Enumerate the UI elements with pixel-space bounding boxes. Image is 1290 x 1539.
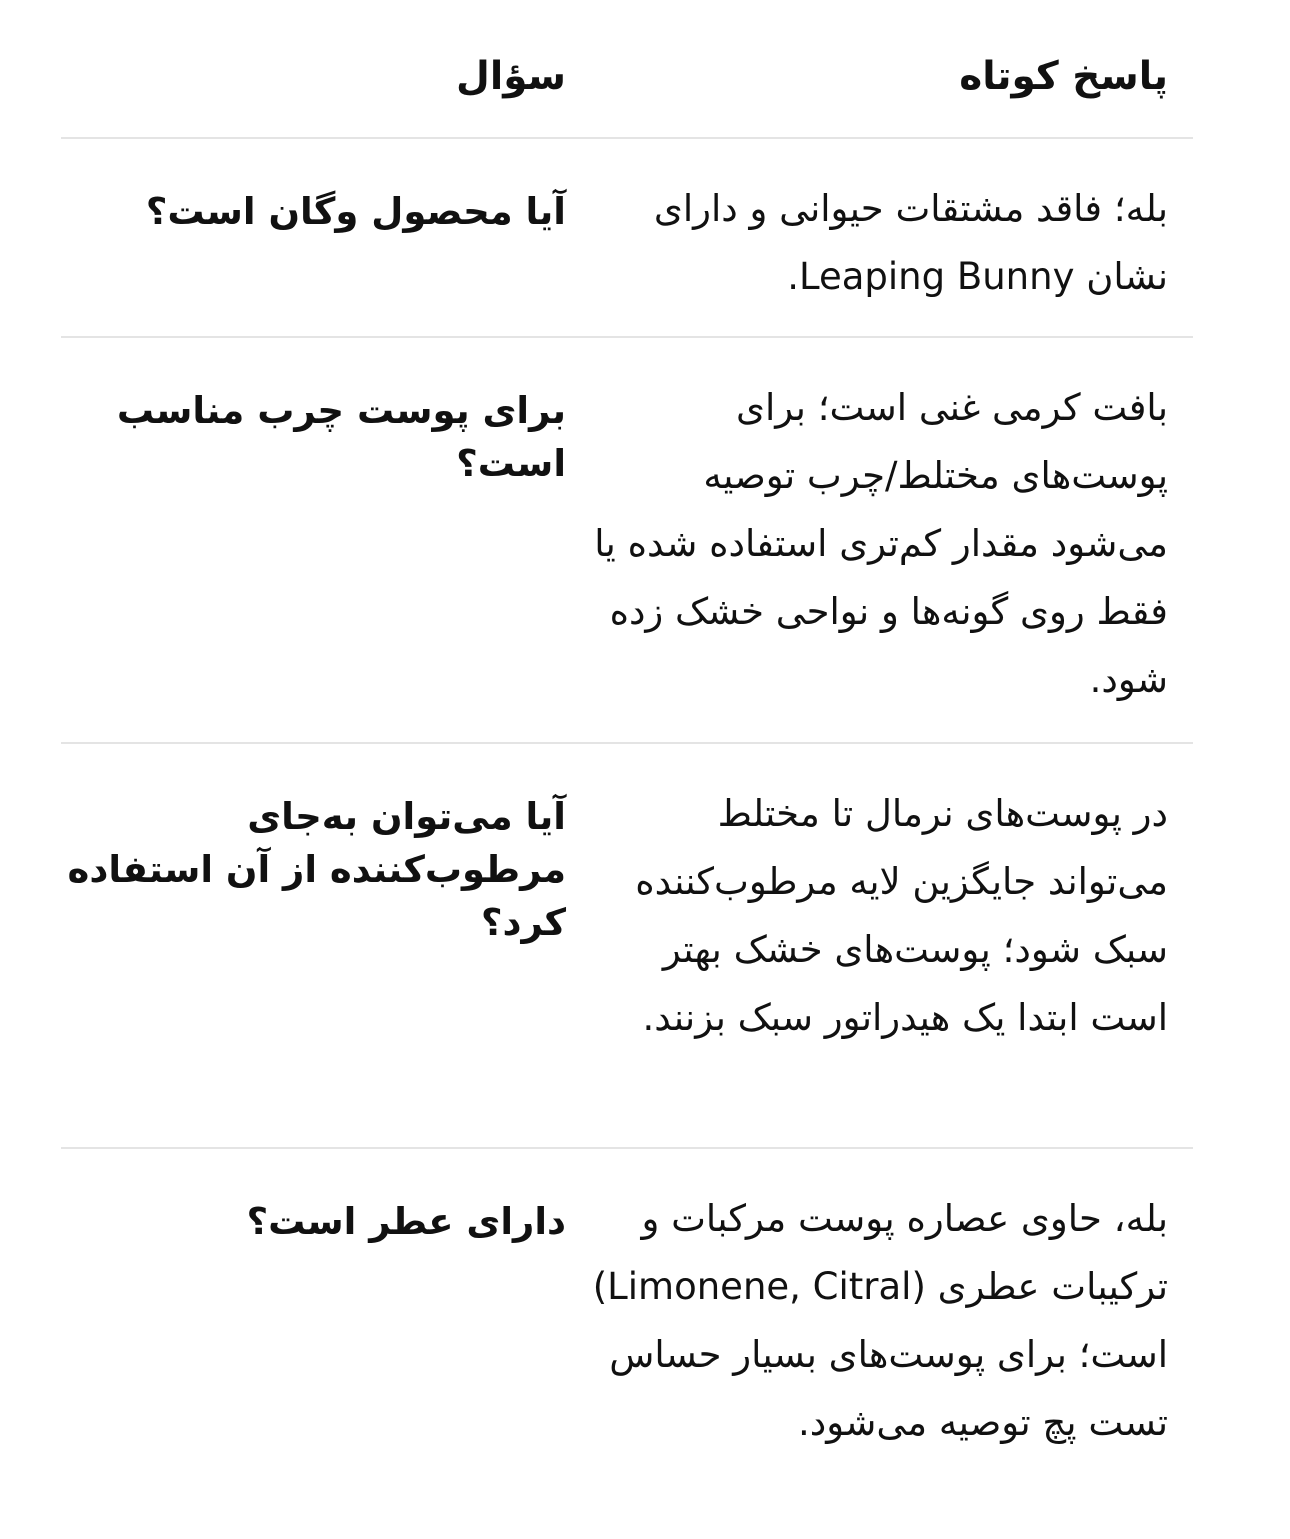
answer-cell: در پوست‌های نرمال تا مختلط می‌تواند جایگزین لایه مرطوب‌کننده سبک شود؛ پوست‌های خشک بهتر است ابتدا یک هیدراتور سبک بزنند. [635, 792, 1168, 1039]
question-cell: آیا می‌توان به‌جای مرطوب‌کننده از آن استفاده کرد؟ [67, 795, 566, 944]
table-row [61, 744, 1193, 1149]
table-row [61, 139, 1193, 338]
header-short-answer: پاسخ کوتاه [959, 54, 1168, 99]
table-row [61, 338, 1193, 744]
table-row [61, 1149, 1193, 1539]
answer-cell: بافت کرمی غنی است؛ برای پوست‌های مختلط/چرب توصیه می‌شود مقدار کم‌تری استفاده شده یا فقط روی گونه‌ها و نواحی خشک زده شود. [594, 386, 1168, 701]
answer-cell: بله، حاوی عصاره پوست مرکبات و ترکیبات عطری (Limonene, Citral) است؛ برای پوست‌های بسیار حساس تست پچ توصیه می‌شود. [592, 1197, 1168, 1444]
answer-cell: بله؛ فاقد مشتقات حیوانی و دارای نشان Leaping Bunny. [653, 187, 1168, 298]
header-question: سؤال [455, 54, 566, 99]
table-header-row [61, 0, 1193, 139]
faq-table [61, 0, 1193, 1539]
question-cell: برای پوست چرب مناسب است؟ [116, 389, 566, 485]
question-cell: دارای عطر است؟ [246, 1200, 566, 1243]
question-cell: آیا محصول وگان است؟ [145, 190, 566, 233]
